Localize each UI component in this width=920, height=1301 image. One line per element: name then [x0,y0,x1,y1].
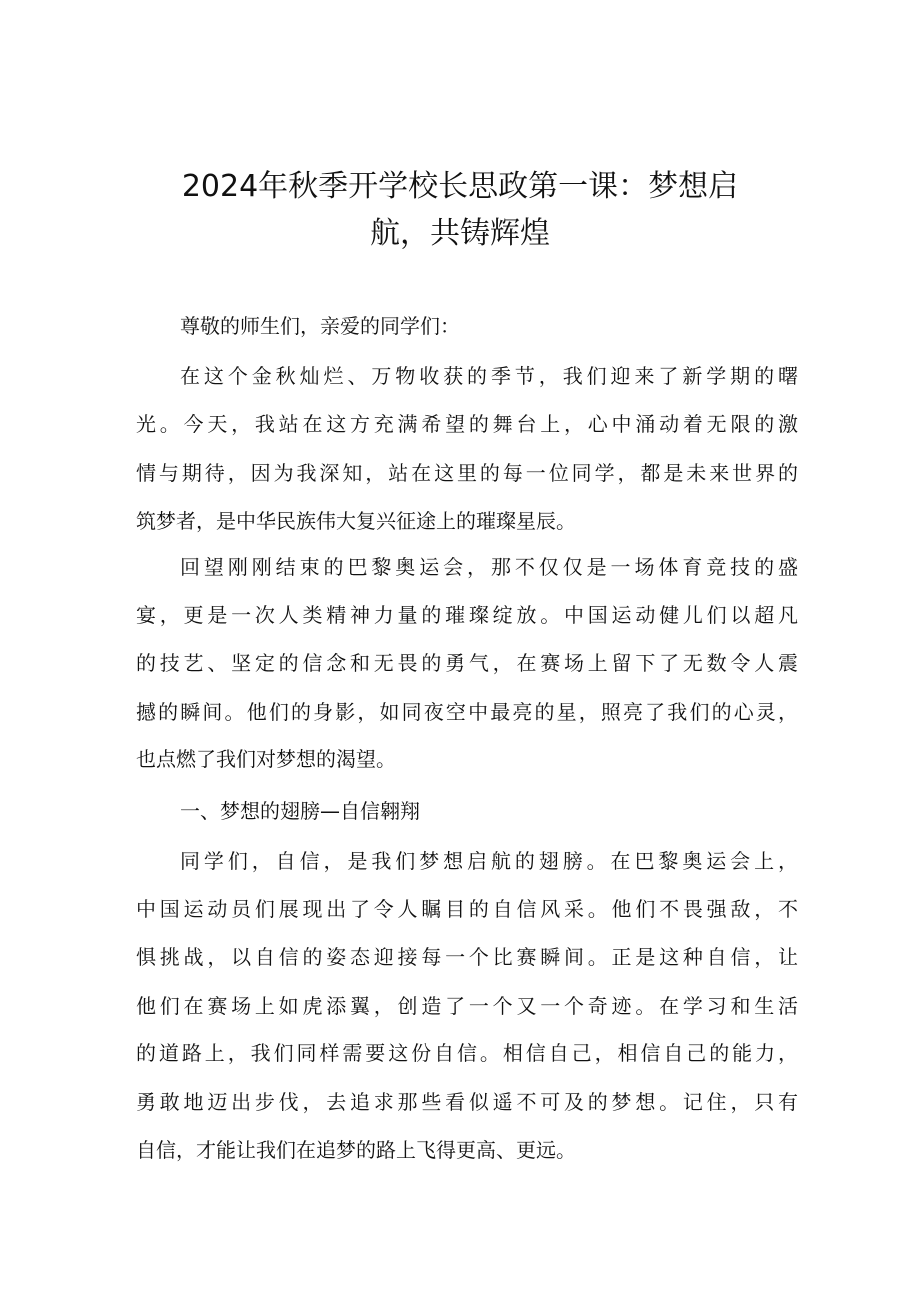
paragraph-3-line-7: 自信，才能让我们在追梦的路上飞得更高、更远。 [136,1138,576,1162]
paragraph-1-line-4: 筑梦者，是中华民族伟大复兴征途上的璀璨星辰。 [136,509,576,533]
paragraph-2-line-3: 的技艺、坚定的信念和无畏的勇气，在赛场上留下了无数令人震 [136,651,798,675]
document-title-line-1: 2024年秋季开学校长思政第一课：梦想启 [181,169,739,204]
section-1-heading: 一、梦想的翅膀—自信翱翔 [180,799,420,823]
paragraph-2-line-5: 也点燃了我们对梦想的渴望。 [136,747,396,771]
paragraph-3-line-3: 惧挑战，以自信的姿态迎接每一个比赛瞬间。正是这种自信，让 [136,945,798,969]
paragraph-2-line-4: 撼的瞬间。他们的身影，如同夜空中最亮的星，照亮了我们的心灵， [136,700,798,724]
paragraph-3-line-2: 中国运动员们展现出了令人瞩目的自信风采。他们不畏强敌，不 [136,897,798,921]
paragraph-3-line-4: 他们在赛场上如虎添翼，创造了一个又一个奇迹。在学习和生活 [136,994,798,1018]
paragraph-3-line-5: 的道路上，我们同样需要这份自信。相信自己，相信自己的能力， [136,1041,798,1065]
paragraph-2-line-2: 宴，更是一次人类精神力量的璀璨绽放。中国运动健儿们以超凡 [136,603,798,627]
paragraph-3-line-6: 勇敢地迈出步伐，去追求那些看似遥不可及的梦想。记住，只有 [136,1090,798,1114]
greeting: 尊敬的师生们，亲爱的同学们： [180,314,460,338]
document-title-line-2: 航，共铸辉煌 [370,216,550,251]
paragraph-1-line-2: 光。今天，我站在这方充满希望的舞台上，心中涌动着无限的激 [136,412,798,436]
paragraph-3-line-1: 同学们，自信，是我们梦想启航的翅膀。在巴黎奥运会上， [180,849,798,873]
paragraph-1-line-1: 在这个金秋灿烂、万物收获的季节，我们迎来了新学期的曙 [180,364,798,388]
paragraph-2-line-1: 回望刚刚结束的巴黎奥运会，那不仅仅是一场体育竞技的盛 [180,555,798,579]
paragraph-1-line-3: 情与期待，因为我深知，站在这里的每一位同学，都是未来世界的 [136,461,798,485]
